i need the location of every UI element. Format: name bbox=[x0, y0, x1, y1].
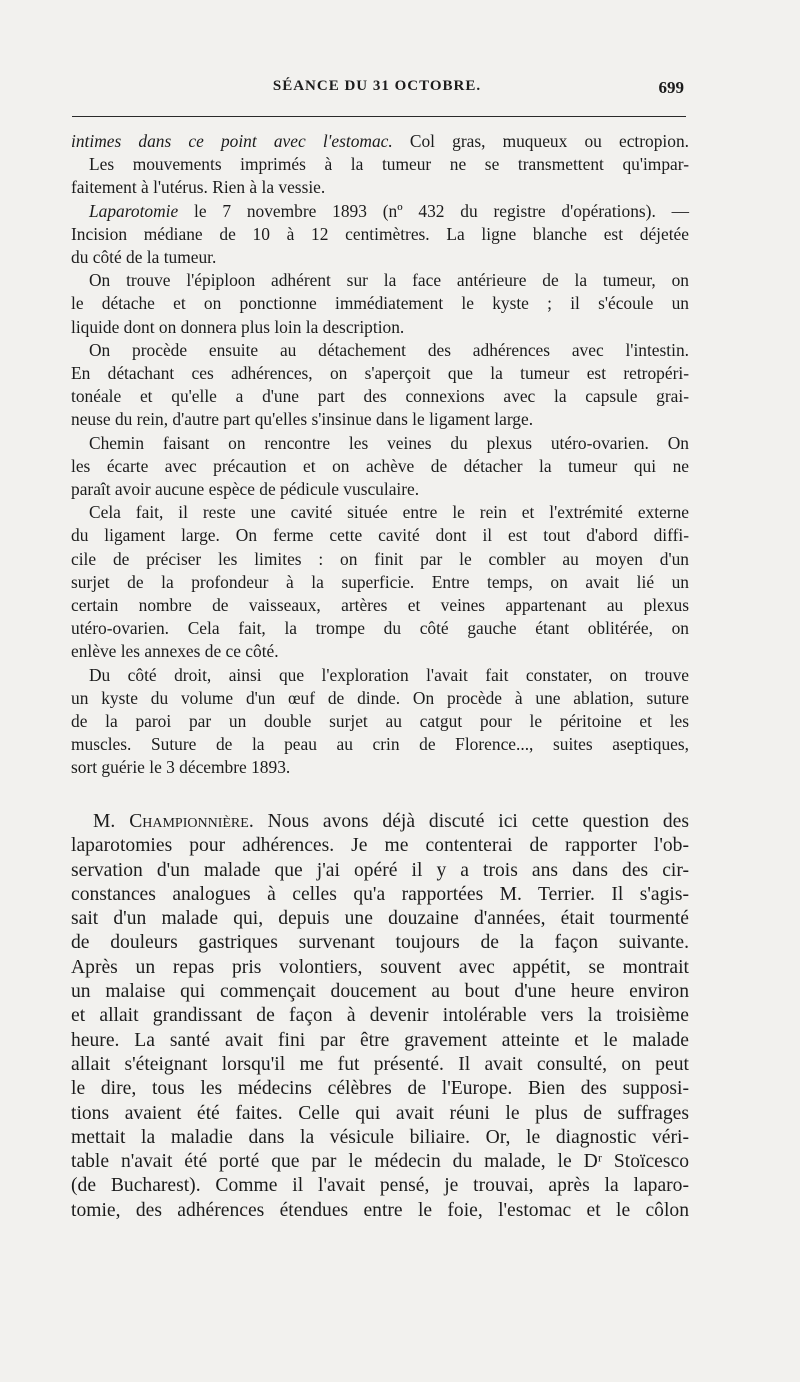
text-line: servation d'un malade que j'ai opéré il y a trois ans dans des cir- bbox=[71, 859, 689, 881]
text-line: M. Championnière. Nous avons déjà discuté ici cette question des bbox=[93, 811, 689, 832]
paragraph bbox=[71, 810, 689, 1223]
text-line: allait s'éteignant lorsqu'il me fut présenté. Il avait consulté, on peut bbox=[71, 1053, 689, 1075]
text-line: En détachant ces adhérences, on s'aperçoit que la tumeur est retropéri- bbox=[71, 363, 689, 384]
text-line: Incision médiane de 10 à 12 centimètres. La ligne blanche est déjetée bbox=[71, 223, 689, 244]
text-line: tomie, des adhérences étendues entre le foie, l'estomac et le côlon bbox=[71, 1199, 689, 1221]
text-line: un kyste du volume d'un œuf de dinde. On procède à une ablation, suture bbox=[71, 687, 689, 708]
text-line: certain nombre de vaisseaux, artères et veines appartenant au plexus bbox=[71, 595, 689, 616]
paragraph bbox=[71, 130, 689, 200]
paragraph bbox=[71, 200, 689, 270]
text-line: les écarte avec précaution et on achève de détacher la tumeur qui ne bbox=[71, 455, 689, 476]
text-line: le détache et on ponctionne immédiatement le kyste ; il s'écoule un bbox=[71, 293, 689, 314]
text-line: Chemin faisant on rencontre les veines du plexus utéro-ovarien. On bbox=[89, 432, 689, 453]
text-line: table n'avait été porté que par le médecin du malade, le Dʳ Stoïcesco bbox=[71, 1151, 689, 1173]
text-line: heure. La santé avait fini par être gravement atteinte et le malade bbox=[71, 1029, 689, 1051]
text-line: Laparotomie le 7 novembre 1893 (nº 432 du registre d'opérations). — bbox=[89, 200, 689, 221]
text-line: Cela fait, il reste une cavité située entre le rein et l'extrémité externe bbox=[89, 502, 689, 523]
text-line: sort guérie le 3 décembre 1893. bbox=[71, 757, 291, 778]
lower-text-block bbox=[71, 810, 689, 1223]
text-line: laparotomies pour adhérences. Je me contenterai de rapporter l'ob- bbox=[71, 835, 689, 857]
text-line: de douleurs gastriques survenant toujours de la façon suivante. bbox=[71, 932, 689, 954]
text-line: surjet de la profondeur à la superficie. Entre temps, on avait lié un bbox=[71, 571, 689, 592]
text-line: On trouve l'épiploon adhérent sur la face antérieure de la tumeur, on bbox=[89, 270, 689, 291]
paragraph bbox=[71, 501, 689, 663]
text-line: constances analogues à celles qu'a rapportées M. Terrier. Il s'agis- bbox=[71, 883, 689, 905]
text-line: et allait grandissant de façon à devenir intolérable vers la troisième bbox=[71, 1005, 689, 1027]
text-line: muscles. Suture de la peau au crin de Florence..., suites aseptiques, bbox=[71, 734, 689, 755]
text-line: sait d'un malade qui, depuis une douzaine d'années, était tourmenté bbox=[71, 908, 689, 930]
italic-phrase: Laparotomie bbox=[89, 200, 179, 221]
text-line: intimes dans ce point avec l'estomac. Col gras, muqueux ou ectropion. bbox=[71, 131, 689, 151]
text-line: Après un repas pris volontiers, souvent avec appétit, se montrait bbox=[71, 956, 689, 978]
paragraph bbox=[71, 432, 689, 502]
text-line: tonéale et qu'elle a d'une part des connexions avec la capsule grai- bbox=[71, 386, 689, 407]
text-line: mettait la maladie dans la vésicule biliaire. Or, le diagnostic véri- bbox=[71, 1126, 689, 1148]
header-rule bbox=[72, 116, 686, 117]
text-line: enlève les annexes de ce côté. bbox=[71, 641, 279, 662]
paragraph bbox=[71, 664, 689, 780]
text-line: Du côté droit, ainsi que l'exploration l'avait fait constater, on trouve bbox=[89, 664, 689, 685]
text-line: un malaise qui commençait doucement au bout d'une heure environ bbox=[71, 981, 689, 1003]
page-header bbox=[70, 78, 684, 100]
text-line: de la paroi par un double surjet au catgut pour le péritoine et les bbox=[71, 711, 689, 732]
text-line: tions avaient été faites. Celle qui avait réuni le plus de suffrages bbox=[71, 1102, 689, 1124]
text-line: le dire, tous les médecins célèbres de l'Europe. Bien des supposi- bbox=[71, 1078, 689, 1100]
paragraph bbox=[71, 269, 689, 339]
text-line: On procède ensuite au détachement des adhérences avec l'intestin. bbox=[89, 339, 689, 360]
text-line: (de Bucharest). Comme il l'avait pensé, je trouvai, après la laparo- bbox=[71, 1175, 689, 1197]
page-number: 699 bbox=[658, 78, 684, 97]
running-head: SÉANCE DU 31 OCTOBRE. bbox=[272, 78, 482, 94]
text-line: paraît avoir aucune espèce de pédicule vusculaire. bbox=[71, 479, 420, 500]
text-line: du côté de la tumeur. bbox=[71, 247, 217, 268]
text-line: utéro-ovarien. Cela fait, la trompe du côté gauche étant oblitérée, on bbox=[71, 618, 689, 639]
text-line: liquide dont on donnera plus loin la description. bbox=[71, 316, 405, 337]
italic-phrase: intimes dans ce point avec l'estomac. bbox=[71, 131, 393, 151]
text-line: faitement à l'utérus. Rien à la vessie. bbox=[71, 177, 326, 198]
text-line: du ligament large. On ferme cette cavité dont il est tout d'abord diffi- bbox=[71, 525, 689, 546]
upper-text-block bbox=[71, 130, 689, 780]
text-line: cile de préciser les limites : on finit par le combler au moyen d'un bbox=[71, 548, 689, 569]
speaker-name: M. Championnière. bbox=[93, 811, 254, 832]
paragraph bbox=[71, 339, 689, 432]
text-line: Les mouvements imprimés à la tumeur ne se transmettent qu'impar- bbox=[89, 154, 689, 175]
text-line: neuse du rein, d'autre part qu'elles s'insinue dans le ligament large. bbox=[71, 409, 534, 430]
